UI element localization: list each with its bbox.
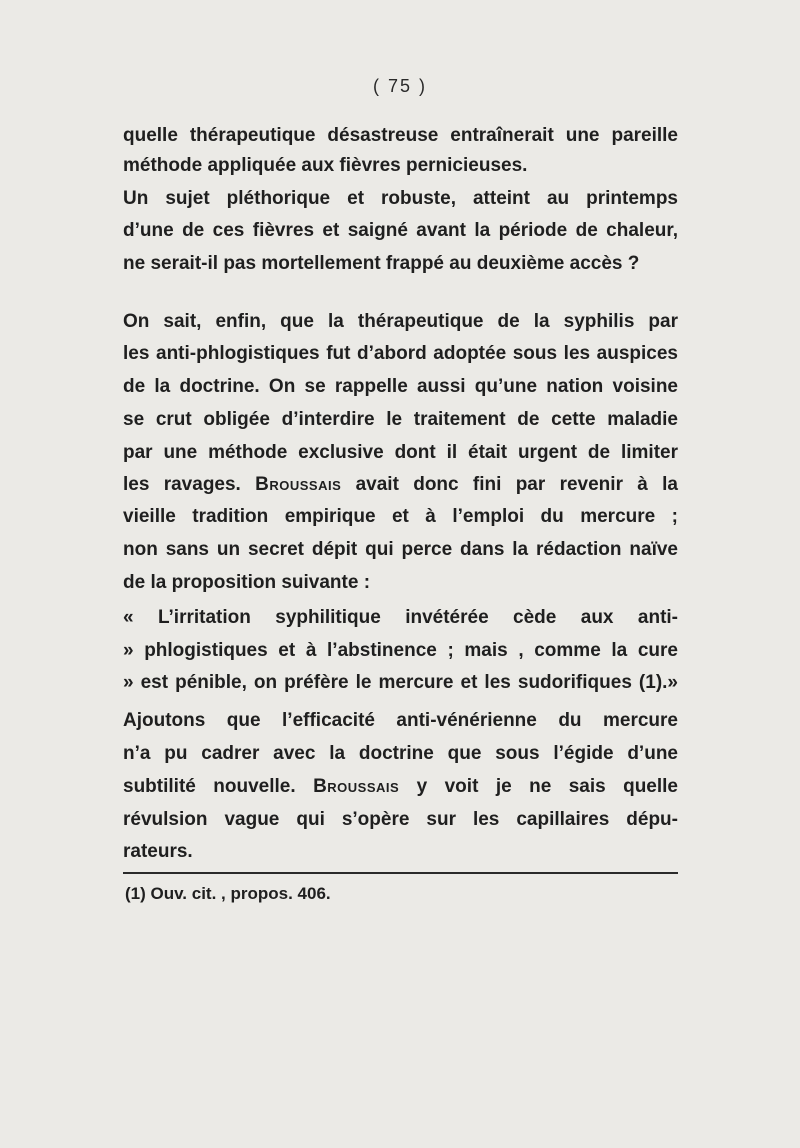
text-line: rateurs.	[123, 841, 193, 862]
text-line: quelle thérapeutique désastreuse entraînerait une pareille	[123, 125, 678, 146]
text-span: y voit je ne sais quelle	[416, 776, 678, 797]
text-line: Un sujet pléthorique et robuste, atteint au printemps	[123, 188, 678, 209]
footnote: (1) Ouv. cit. , propos. 406.	[125, 884, 331, 903]
quote-line: » est pénible, on préfère le mercure et les sudorifiques (1).»	[123, 672, 678, 693]
text-line: n’a pu cadrer avec la doctrine que sous l’égide d’une	[123, 743, 678, 764]
text-span: subtilité nouvelle.	[123, 776, 296, 797]
quote-line: » phlogistiques et à l’abstinence ; mais , comme la cure	[123, 640, 678, 661]
text-line: se crut obligée d’interdire le traitement de cette maladie	[123, 409, 678, 430]
person-name: Broussais	[255, 474, 342, 495]
text-span: les ravages.	[123, 474, 241, 495]
text-line	[123, 772, 678, 802]
text-line: révulsion vague qui s’opère sur les capillaires dépu-	[123, 809, 678, 830]
footnote-rule	[123, 872, 678, 874]
text-line: de la proposition suivante :	[123, 572, 371, 593]
person-name: Broussais	[313, 776, 400, 797]
page-number: ( 75 )	[372, 76, 427, 96]
quote-line: « L’irritation syphilitique invétérée cède aux anti-	[123, 607, 678, 628]
text-line: par une méthode exclusive dont il était urgent de limiter	[123, 442, 678, 463]
text-line	[123, 470, 678, 500]
text-line: d’une de ces fièvres et saigné avant la période de chaleur,	[123, 220, 678, 241]
text-line: non sans un secret dépit qui perce dans la rédaction naïve	[123, 539, 678, 560]
text-line: On sait, enfin, que la thérapeutique de la syphilis par	[123, 311, 678, 332]
text-line: ne serait-il pas mortellement frappé au deuxième accès ?	[123, 253, 640, 274]
text-line: méthode appliquée aux fièvres pernicieuses.	[123, 155, 528, 176]
text-line: de la doctrine. On se rappelle aussi qu’une nation voisine	[123, 376, 678, 397]
text-line: les anti-phlogistiques fut d’abord adoptée sous les auspices	[123, 343, 678, 364]
text-span: avait donc fini par revenir à la	[355, 474, 678, 495]
text-line: Ajoutons que l’efficacité anti-vénérienne du mercure	[123, 710, 678, 731]
text-line: vieille tradition empirique et à l’emploi du mercure ;	[123, 506, 678, 527]
